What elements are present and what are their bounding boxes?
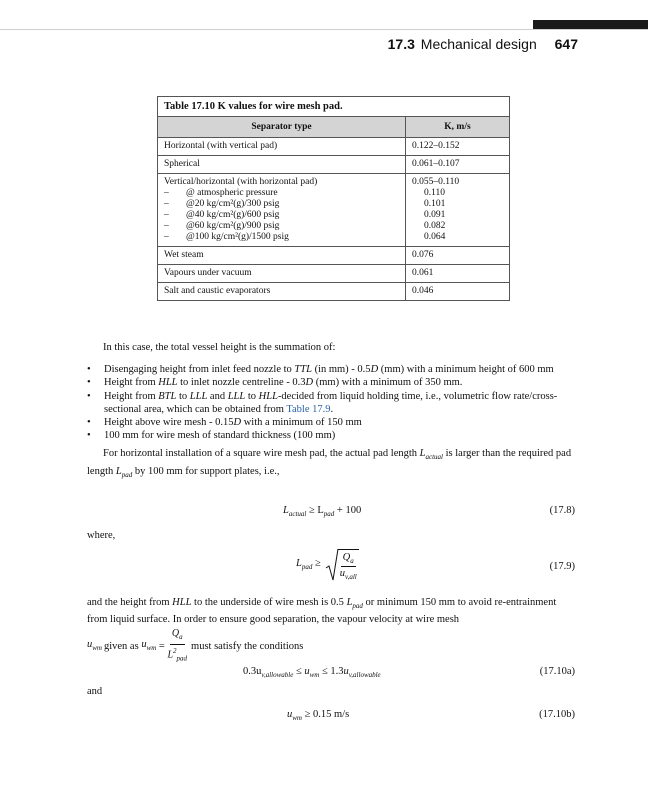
section-title: Mechanical design [420,36,537,52]
equation-17-10a: $0.3u_{v,allowable} \le u_{wm} \le 1.3u_{v,allowable}$ [243,666,381,680]
col-header-k: K, m/s [444,122,471,132]
col-header-separator-type: Separator type [158,117,406,137]
sqrt-sign-icon [325,548,339,582]
sub-dash: – [164,232,169,242]
running-header [388,36,578,52]
table-header-row [158,117,509,138]
equation-17-9: $L_{pad}$ ≥ $Q_a$ $u_{v,all}$ [296,548,359,582]
equation-number: (17.10a) [539,666,575,677]
sub-label: @20 kg/cm²(g)/300 psig [186,199,280,209]
list-item: • Height from BTL to LLL and LLL to HLL-decided from liquid holding time, i.e., volumetric flow rate/cross-sectional area, which can be obtained from Table 17.9. [87,390,575,416]
sub-dash: – [164,188,169,198]
cell-k: 0.076 [412,250,434,260]
cell-type [158,174,406,246]
equation-number: (17.10b) [539,709,575,720]
table-row [158,174,509,247]
cell-type: Wet steam [158,247,406,264]
cell-type-main: Vertical/horizontal (with horizontal pad) [164,177,318,187]
sub-k: 0.082 [424,221,446,231]
table-row [158,247,509,265]
cell-k: 0.061–0.107 [412,159,460,169]
table-row [158,283,509,300]
sub-k: 0.064 [424,232,446,242]
and-text: and [87,686,103,697]
sub-row [164,221,399,232]
sub-k: 0.101 [424,199,446,209]
cell-k-main: 0.055–0.110 [412,177,460,187]
sub-row [164,188,399,199]
cell-type: Horizontal (with vertical pad) [158,138,406,155]
list-item: • Height from HLL to inlet nozzle centreline - 0.3D (mm) with a minimum of 350 mm. [87,376,575,389]
sub-row [164,210,399,221]
sub-label: @60 kg/cm²(g)/900 psig [186,221,280,231]
sub-k: 0.091 [424,210,446,220]
table-caption: Table 17.10 K values for wire mesh pad. [158,97,509,117]
sub-k: 0.110 [424,188,446,198]
equation-number: (17.9) [549,561,575,572]
cell-k: 0.122–0.152 [412,141,460,151]
page-number: 647 [554,36,578,52]
cell-k [406,174,509,246]
cell-k: 0.061 [412,268,434,278]
sub-dash: – [164,221,169,231]
cell-k: 0.046 [412,286,434,296]
table-row [158,265,509,283]
sub-label: @40 kg/cm²(g)/600 psig [186,210,280,220]
cell-type: Salt and caustic evaporators [158,283,406,300]
list-item: • Height above wire mesh - 0.15D with a minimum of 150 mm [87,416,575,429]
section-number: 17.3 [387,36,415,52]
sub-row [164,232,399,243]
body-section [87,341,575,482]
pad-length-paragraph: For horizontal installation of a square wire mesh pad, the actual pad length $L_{actual}$ is larger than the required pad length $L_{pad}$ by 100 mm for support plates, i.e., [87,448,572,479]
k-values-table [157,96,510,301]
sub-label: @100 kg/cm²(g)/1500 psig [186,232,289,242]
list-item: • Disengaging height from inlet feed nozzle to TTL (in mm) - 0.5D (mm) with a minimum height of 600 mm [87,363,575,376]
table-17-9-link[interactable]: Table 17.9 [286,403,331,415]
intro-paragraph: In this case, the total vessel height is the summation of: [103,342,336,353]
sub-dash: – [164,199,169,209]
height-list [87,363,575,442]
table-row [158,156,509,174]
header-rule [0,29,648,30]
list-item: • 100 mm for wire mesh of standard thickness (100 mm) [87,429,575,442]
table-row [158,138,509,156]
equation-17-10b: $u_{wm} \ge 0.15$ m/s [287,709,350,723]
cell-type: Spherical [158,156,406,173]
cell-type: Vapours under vacuum [158,265,406,282]
sub-row [164,199,399,210]
sub-dash: – [164,210,169,220]
where-text: where, [87,530,116,541]
velocity-paragraph: and the height from HLL to the underside of wire mesh is 0.5 $L_{pad}$ or minimum 150 mm to avoid re-entrainment from liquid surface. In order to ensure good separation, the vapour velocity at wire mesh [87,597,557,626]
equation-number: (17.8) [549,505,575,516]
sub-label: @ atmospheric pressure [186,188,278,198]
velocity-condition-line: $u_{wm}$ given as $u_{wm}$ = $Q_a$ $L^2_{pad}$ must satisfy the conditions [87,628,304,663]
equation-17-8: $L_{actual} \ge L_{pad} + 100$ [283,505,362,519]
